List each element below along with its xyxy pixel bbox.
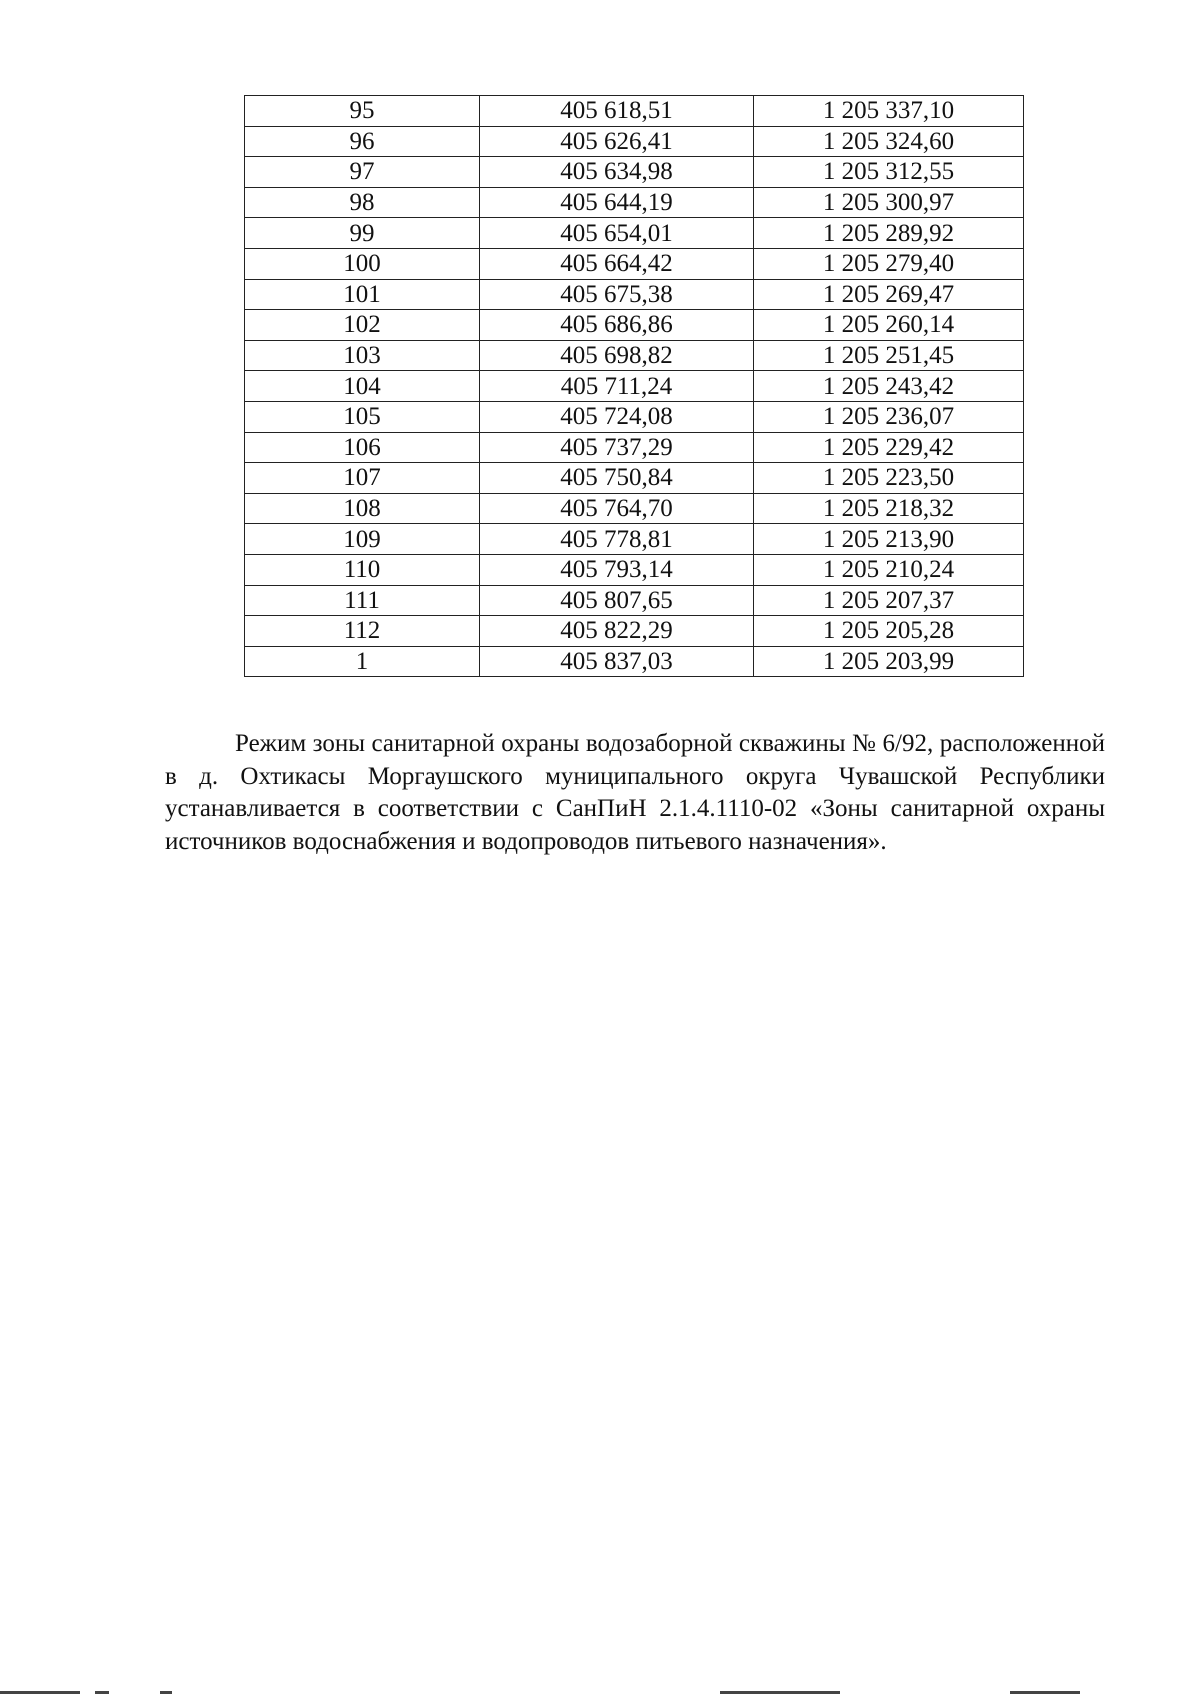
x-coordinate-cell: 405 686,86 <box>480 310 754 341</box>
table-row <box>245 340 1024 371</box>
table-row <box>245 524 1024 555</box>
table-row <box>245 248 1024 279</box>
point-number-cell: 103 <box>245 340 480 371</box>
y-coordinate-cell: 1 205 207,37 <box>754 585 1024 616</box>
table-row <box>245 432 1024 463</box>
x-coordinate-cell: 405 750,84 <box>480 463 754 494</box>
table-row <box>245 187 1024 218</box>
point-number-cell: 96 <box>245 126 480 157</box>
y-coordinate-cell: 1 205 279,40 <box>754 248 1024 279</box>
point-number-cell: 95 <box>245 96 480 127</box>
table-row <box>245 126 1024 157</box>
scan-edge-artifact <box>0 1689 1200 1697</box>
point-number-cell: 102 <box>245 310 480 341</box>
x-coordinate-cell: 405 698,82 <box>480 340 754 371</box>
x-coordinate-cell: 405 634,98 <box>480 157 754 188</box>
x-coordinate-cell: 405 711,24 <box>480 371 754 402</box>
table-row <box>245 401 1024 432</box>
x-coordinate-cell: 405 654,01 <box>480 218 754 249</box>
table-row <box>245 463 1024 494</box>
y-coordinate-cell: 1 205 324,60 <box>754 126 1024 157</box>
y-coordinate-cell: 1 205 243,42 <box>754 371 1024 402</box>
x-coordinate-cell: 405 764,70 <box>480 493 754 524</box>
point-number-cell: 109 <box>245 524 480 555</box>
y-coordinate-cell: 1 205 223,50 <box>754 463 1024 494</box>
x-coordinate-cell: 405 644,19 <box>480 187 754 218</box>
x-coordinate-cell: 405 724,08 <box>480 401 754 432</box>
y-coordinate-cell: 1 205 229,42 <box>754 432 1024 463</box>
point-number-cell: 97 <box>245 157 480 188</box>
table-row <box>245 371 1024 402</box>
point-number-cell: 108 <box>245 493 480 524</box>
table-row <box>245 310 1024 341</box>
x-coordinate-cell: 405 837,03 <box>480 646 754 677</box>
x-coordinate-cell: 405 618,51 <box>480 96 754 127</box>
point-number-cell: 99 <box>245 218 480 249</box>
x-coordinate-cell: 405 822,29 <box>480 616 754 647</box>
y-coordinate-cell: 1 205 337,10 <box>754 96 1024 127</box>
table-row <box>245 493 1024 524</box>
x-coordinate-cell: 405 737,29 <box>480 432 754 463</box>
y-coordinate-cell: 1 205 260,14 <box>754 310 1024 341</box>
y-coordinate-cell: 1 205 218,32 <box>754 493 1024 524</box>
coordinates-table-body <box>245 96 1024 677</box>
x-coordinate-cell: 405 675,38 <box>480 279 754 310</box>
point-number-cell: 107 <box>245 463 480 494</box>
y-coordinate-cell: 1 205 210,24 <box>754 554 1024 585</box>
table-row <box>245 646 1024 677</box>
point-number-cell: 112 <box>245 616 480 647</box>
point-number-cell: 106 <box>245 432 480 463</box>
y-coordinate-cell: 1 205 289,92 <box>754 218 1024 249</box>
y-coordinate-cell: 1 205 312,55 <box>754 157 1024 188</box>
y-coordinate-cell: 1 205 205,28 <box>754 616 1024 647</box>
point-number-cell: 98 <box>245 187 480 218</box>
coordinates-table <box>244 95 1024 677</box>
table-row <box>245 279 1024 310</box>
point-number-cell: 105 <box>245 401 480 432</box>
point-number-cell: 111 <box>245 585 480 616</box>
point-number-cell: 110 <box>245 554 480 585</box>
y-coordinate-cell: 1 205 251,45 <box>754 340 1024 371</box>
table-row <box>245 616 1024 647</box>
table-row <box>245 554 1024 585</box>
point-number-cell: 100 <box>245 248 480 279</box>
x-coordinate-cell: 405 778,81 <box>480 524 754 555</box>
y-coordinate-cell: 1 205 203,99 <box>754 646 1024 677</box>
y-coordinate-cell: 1 205 300,97 <box>754 187 1024 218</box>
x-coordinate-cell: 405 807,65 <box>480 585 754 616</box>
table-row <box>245 585 1024 616</box>
point-number-cell: 101 <box>245 279 480 310</box>
y-coordinate-cell: 1 205 269,47 <box>754 279 1024 310</box>
y-coordinate-cell: 1 205 236,07 <box>754 401 1024 432</box>
sanitary-zone-regime-paragraph: Режим зоны санитарной охраны водозаборной скважины № 6/92, расположенной в д. Охтикасы Моргаушского муниципального округа Чувашской Республики устанавливается в соответствии с СанПиН 2.1.4.1110-02 «Зоны санитарной охраны источников водоснабжения и водопроводов питьевого назначения». <box>165 730 1105 855</box>
point-number-cell: 1 <box>245 646 480 677</box>
table-row <box>245 157 1024 188</box>
x-coordinate-cell: 405 664,42 <box>480 248 754 279</box>
table-row <box>245 96 1024 127</box>
x-coordinate-cell: 405 626,41 <box>480 126 754 157</box>
x-coordinate-cell: 405 793,14 <box>480 554 754 585</box>
table-row <box>245 218 1024 249</box>
y-coordinate-cell: 1 205 213,90 <box>754 524 1024 555</box>
point-number-cell: 104 <box>245 371 480 402</box>
